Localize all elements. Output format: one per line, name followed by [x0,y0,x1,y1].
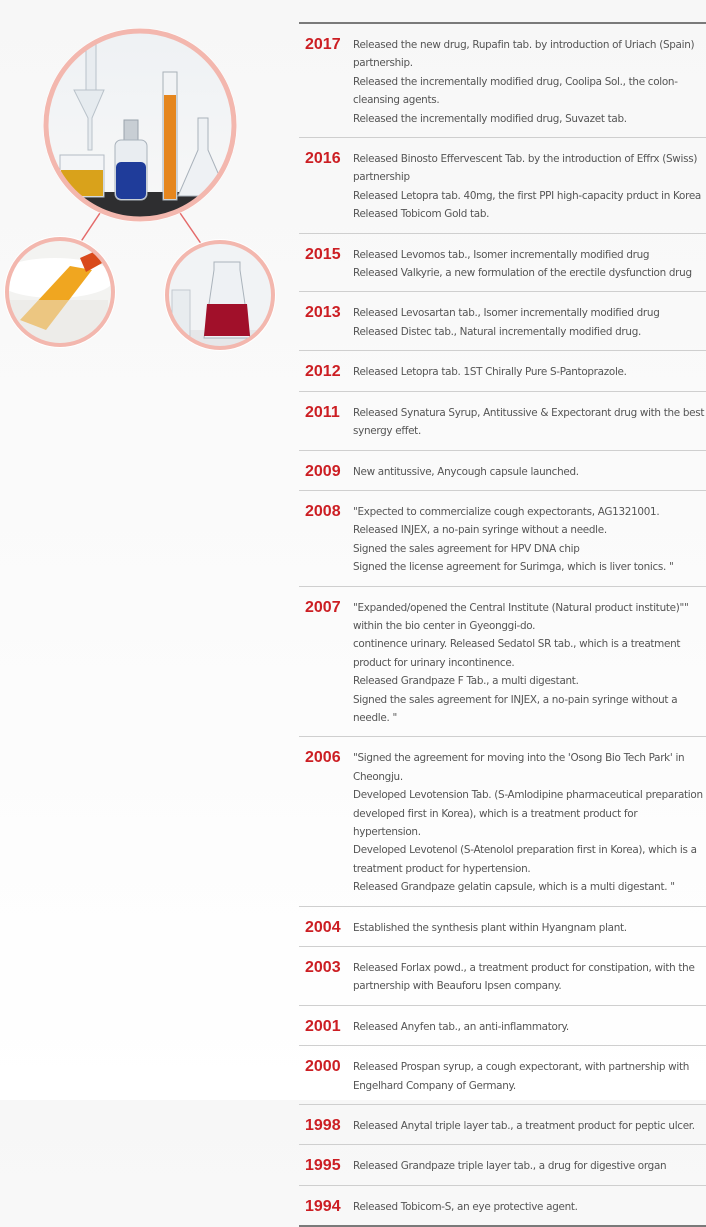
timeline-events [353,304,706,341]
timeline-event: Released Tobicom Gold tab. [353,208,490,221]
timeline-row [299,451,706,491]
timeline-event: continence urinary. Released Sedatol SR tab., which is a treatment product for urinary incontinence. [353,638,681,669]
timeline-year: 2016 [305,150,341,168]
timeline-year: 1995 [305,1157,341,1175]
timeline-year: 2017 [305,36,341,53]
timeline-events [353,503,706,577]
lab-glassware-illustration [0,0,290,360]
timeline-events [353,463,706,481]
timeline-row [299,947,706,1006]
timeline-events [353,1157,706,1175]
timeline-row [299,292,706,351]
timeline-row [299,587,706,738]
timeline-year: 2009 [305,462,341,480]
timeline-event: Released the incrementally modified drug, Suvazet tab. [353,112,627,125]
timeline-row [299,24,706,138]
timeline-event: New antitussive, Anycough capsule launched. [353,465,579,478]
timeline-year: 2008 [305,502,341,520]
timeline-event: Released Distec tab., Natural incrementally modified drug. [353,325,641,338]
timeline-year: 2012 [305,363,341,381]
timeline-row [299,1006,706,1046]
timeline-event: Released Prospan syrup, a cough expectorant, with partnership with Engelhard Company of Germany. [353,1061,690,1092]
timeline-row [299,1046,706,1105]
timeline-year: 2001 [305,1017,341,1035]
timeline-events [353,1198,706,1216]
timeline-events [353,1058,706,1095]
timeline-row [299,907,706,947]
timeline-event: Released the incrementally modified drug, Coolipa Sol., the colon-cleansing agents. [353,75,678,107]
timeline-event: Released Valkyrie, a new formulation of the erectile dysfunction drug [353,267,692,280]
timeline-row [299,392,706,451]
timeline-event: Released Synatura Syrup, Antitussive & Expectorant drug with the best synergy effet. [353,406,705,438]
timeline-events [353,749,706,896]
timeline-row [299,1186,706,1227]
timeline-event: Released Levosartan tab., Isomer incrementally modified drug [353,307,660,320]
timeline-year: 2000 [305,1058,341,1076]
timeline-year: 2006 [305,749,341,767]
timeline-year: 2011 [305,403,340,421]
timeline-event: Released Letopra tab. 40mg, the first PPI high-capacity prduct in Korea [353,189,701,202]
timeline-event: Established the synthesis plant within Hyangnam plant. [353,921,627,934]
timeline-events [353,1018,706,1036]
timeline-year: 2013 [305,304,341,322]
timeline-event: Released Anyfen tab., an anti-inflammatory. [353,1020,569,1033]
timeline-row [299,138,706,234]
timeline-events [353,1117,706,1135]
timeline-events [353,599,706,728]
history-timeline [299,22,706,1227]
timeline-row [299,351,706,391]
timeline-events [353,404,706,441]
timeline-event: Released Forlax powd., a treatment product for constipation, with the partnership with Beauforu Ipsen company. [353,962,695,993]
timeline-event: Released Grandpaze triple layer tab., a drug for digestive organ [353,1160,667,1173]
timeline-event: Signed the license agreement for Surimga, which is liver tonics. " [353,561,674,574]
timeline-row [299,234,706,293]
timeline-row [299,1105,706,1145]
timeline-event: Released Grandpaze F Tab., a multi digestant. [353,675,579,688]
timeline-event: Released Levomos tab., Isomer incrementally modified drug [353,248,650,261]
timeline-year: 1998 [305,1117,341,1135]
timeline-event: Released the new drug, Rupafin tab. by introduction of Uriach (Spain) partnership. [353,39,695,70]
timeline-event: Released Grandpaze gelatin capsule, which is a multi digestant. " [353,881,675,894]
timeline-events [353,363,706,381]
timeline-event: Released Tobicom-S, an eye protective agent. [353,1200,578,1213]
timeline-events [353,919,706,937]
timeline-event: Released Binosto Effervescent Tab. by the introduction of Effrx (Swiss) partnership [353,153,698,184]
timeline-event: "Signed the agreement for moving into the 'Osong Bio Tech Park' in Cheongju. [353,752,685,783]
timeline-year: 2003 [305,959,341,977]
timeline-year: 2015 [305,245,341,263]
timeline-event: Signed the sales agreement for HPV DNA chip [353,542,580,555]
timeline-row [299,1145,706,1185]
timeline-event: Developed Levotenol (S-Atenolol preparation first in Korea), which is a treatment product for hypertension. [353,844,697,875]
timeline-event: Signed the sales agreement for INJEX, a no-pain syringe without a needle. " [353,693,678,724]
timeline-events [353,150,706,224]
timeline-row [299,491,706,587]
timeline-row [299,737,706,906]
timeline-year: 2007 [305,598,341,616]
timeline-event: Developed Levotension Tab. (S-Amlodipine pharmaceutical preparation developed first in Korea), which is a treatment product for hypertension. [353,789,703,838]
timeline-event: "Expected to commercialize cough expectorants, AG1321001. [353,505,660,518]
timeline-event: Released Anytal triple layer tab., a treatment product for peptic ulcer. [353,1120,695,1133]
timeline-event: "Expanded/opened the Central Institute (Natural product institute)"" within the bio center in Gyeonggi-do. [353,601,689,632]
timeline-year: 1994 [305,1197,341,1215]
timeline-events [353,959,706,996]
timeline-event: Released Letopra tab. 1ST Chirally Pure S-Pantoprazole. [353,366,627,379]
timeline-year: 2004 [305,918,341,936]
timeline-events [353,246,706,283]
timeline-event: Released INJEX, a no-pain syringe without a needle. [353,524,607,537]
timeline-events [353,36,706,128]
